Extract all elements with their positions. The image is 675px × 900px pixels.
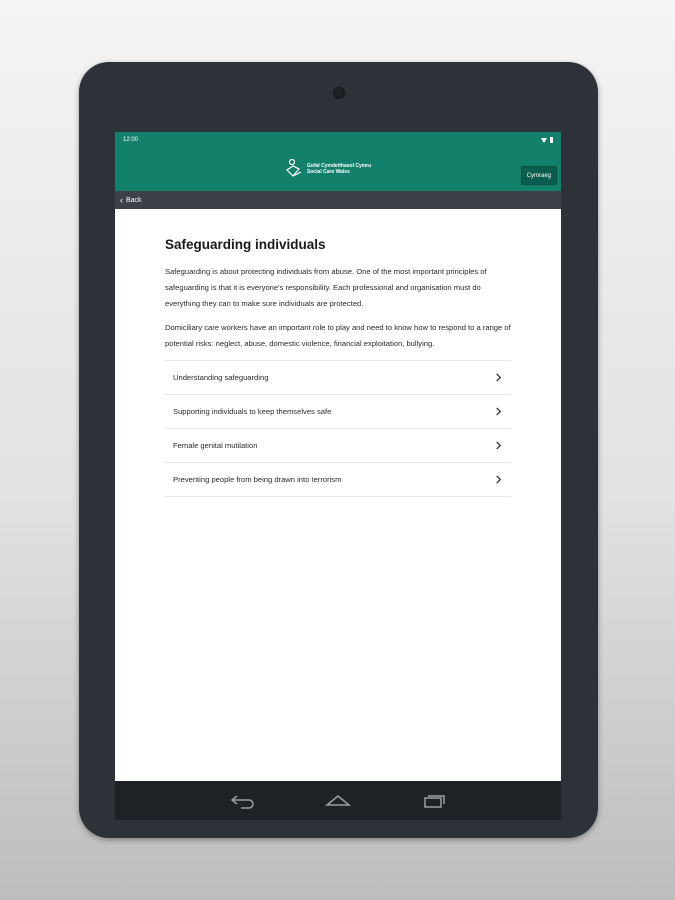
- wifi-icon: [541, 138, 547, 143]
- system-navigation-bar: [115, 781, 561, 820]
- main-content: [115, 209, 561, 497]
- logo-mark-icon: [284, 158, 304, 180]
- language-toggle-button[interactable]: Cymraeg: [521, 166, 557, 185]
- front-camera: [333, 87, 345, 99]
- logo-line-welsh: Gofal Cymdeithasol Cymru: [307, 163, 372, 169]
- chevron-right-icon: [494, 407, 503, 416]
- topic-list: [165, 360, 511, 497]
- list-item-understanding-safeguarding[interactable]: [165, 361, 511, 395]
- list-item-label: Preventing people from being drawn into terrorism: [173, 475, 342, 484]
- recents-nav-icon[interactable]: [419, 793, 447, 809]
- status-bar: [115, 132, 561, 148]
- page-title: Safeguarding individuals: [165, 237, 326, 252]
- back-nav-icon[interactable]: [229, 793, 257, 809]
- chevron-right-icon: [494, 373, 503, 382]
- list-item-preventing-terrorism[interactable]: [165, 463, 511, 497]
- home-nav-icon[interactable]: [324, 793, 352, 809]
- chevron-right-icon: [494, 441, 503, 450]
- logo-line-english: Social Care Wales: [307, 169, 350, 175]
- list-item-label: Female genital mutilation: [173, 441, 258, 450]
- chevron-left-icon: ‹: [120, 194, 123, 205]
- role-paragraph: Domiciliary care workers have an important role to play and need to know how to respond to a range of potential risks: neglect, abuse, domestic violence, financial exploitation, bullying.: [165, 323, 511, 348]
- list-item-supporting-individuals[interactable]: [165, 395, 511, 429]
- app-screen: [115, 132, 561, 781]
- list-item-female-genital-mutilation[interactable]: [165, 429, 511, 463]
- intro-paragraph: Safeguarding is about protecting individuals from abuse. One of the most important principles of safeguarding is that it is everyone's responsibility. Each professional and organisation must do everything they can to make sure individuals are protected.: [165, 267, 487, 308]
- status-time: 12:00: [123, 137, 139, 143]
- list-item-label: Understanding safeguarding: [173, 373, 269, 382]
- logo-text: [307, 163, 371, 175]
- back-label: Back: [126, 196, 142, 204]
- tablet-frame: [79, 62, 598, 838]
- back-button[interactable]: [115, 191, 561, 209]
- social-care-wales-logo: [284, 158, 371, 180]
- status-icons: [541, 137, 553, 143]
- battery-icon: [550, 137, 553, 143]
- list-item-label: Supporting individuals to keep themselves safe: [173, 407, 332, 416]
- app-header: [115, 148, 561, 191]
- chevron-right-icon: [494, 475, 503, 484]
